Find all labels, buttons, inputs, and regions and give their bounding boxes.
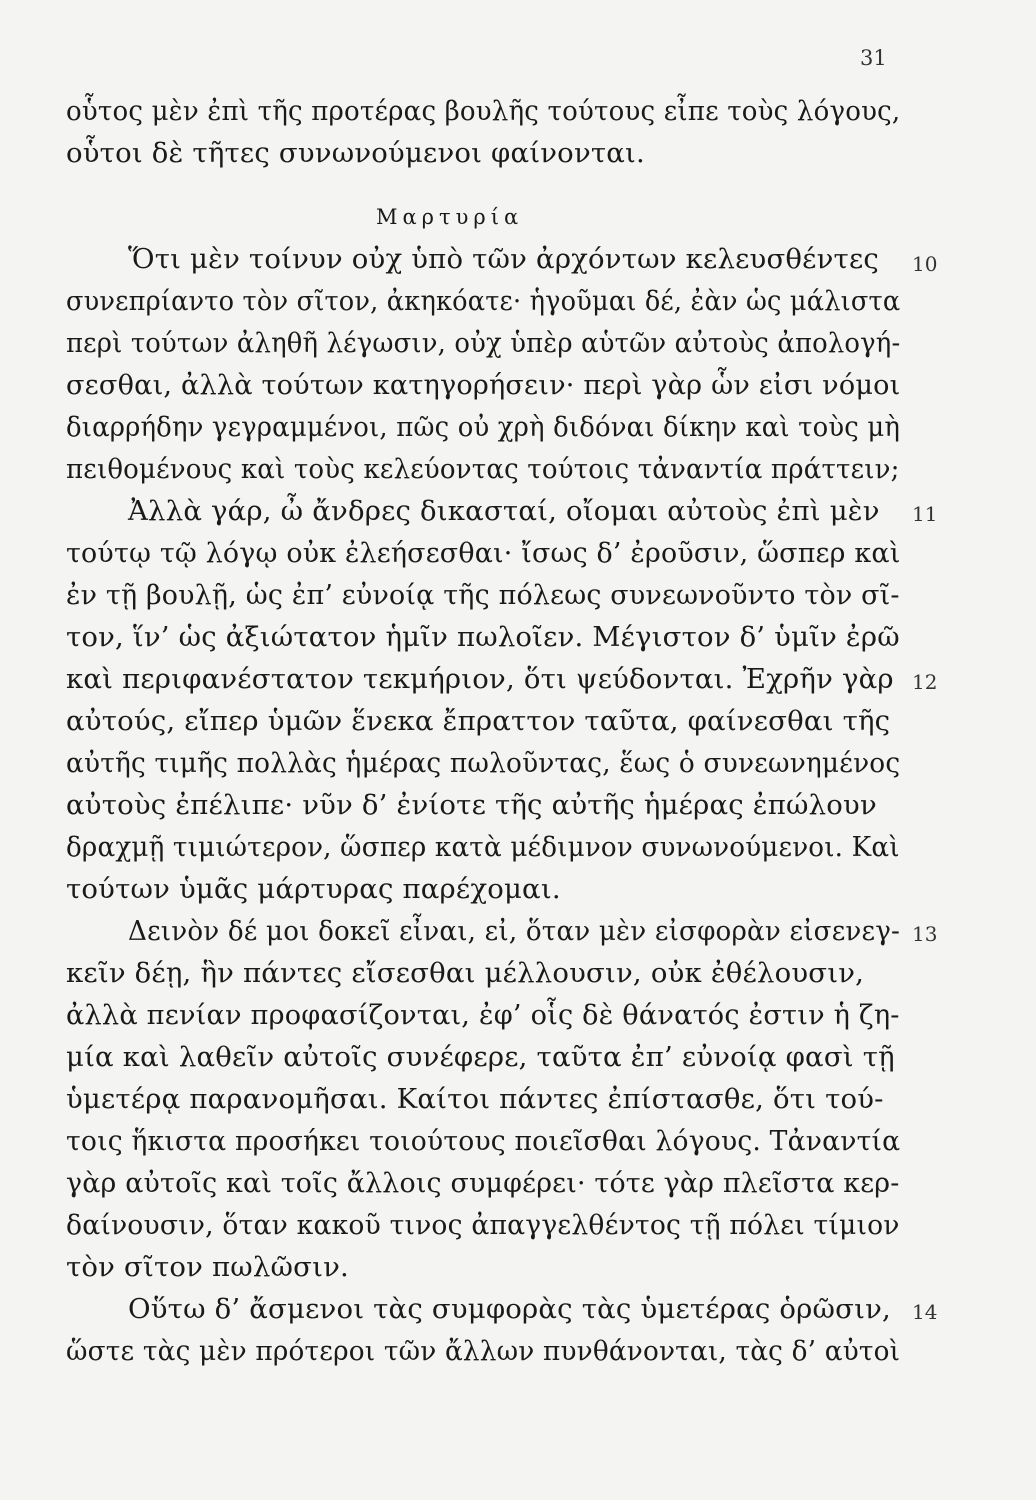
text-line: κεῖν δέῃ, ἣν πάντες εἴσεσθαι μέλλουσιν, οὐκ ἐθέλουσιν, [66, 957, 865, 989]
text-line: τὸν σῖτον πωλῶσιν. [66, 1251, 349, 1283]
text-line: σεσθαι, ἀλλὰ τούτων κατηγορήσειν· περὶ γὰρ ὧν εἰσι νόμοι [66, 369, 901, 401]
text-line: καὶ περιφανέστατον τεκμήριον, ὅτι ψεύδονται. Ἐχρῆν γὰρ [66, 663, 894, 695]
section-number: 13 [912, 922, 938, 946]
text-line: αὐτῆς τιμῆς πολλὰς ἡμέρας πωλοῦντας, ἕως ὁ συνεωνημένος [66, 747, 901, 779]
text-line: Ὅτι μὲν τοίνυν οὐχ ὑπὸ τῶν ἀρχόντων κελευσθέντες [128, 243, 879, 275]
text-line: αὐτούς, εἴπερ ὑμῶν ἕνεκα ἔπραττον ταῦτα, φαίνεσθαι τῆς [66, 705, 891, 737]
text-line: πειθομένους καὶ τοὺς κελεύοντας τούτοις τἀναντία πράττειν; [66, 453, 900, 485]
text-line: ὑμετέρᾳ παρανομῆσαι. Καίτοι πάντες ἐπίστασθε, ὅτι τού- [66, 1083, 884, 1115]
text-line: δαίνουσιν, ὅταν κακοῦ τινος ἀπαγγελθέντος τῇ πόλει τίμιον [66, 1209, 900, 1241]
text-line: τούτων ὑμᾶς μάρτυρας παρέχομαι. [66, 873, 561, 905]
text-line: οὗτοι δὲ τῆτες συνωνούμενοι φαίνονται. [66, 137, 645, 169]
section-heading: Μαρτυρία [376, 205, 524, 229]
text-line: ἐν τῇ βουλῇ, ὡς ἐπ’ εὐνοίᾳ τῆς πόλεως συνεωνοῦντο τὸν σῖ- [66, 579, 900, 611]
text-line: μία καὶ λαθεῖν αὐτοῖς συνέφερε, ταῦτα ἐπ’ εὐνοίᾳ φασὶ τῇ [66, 1041, 895, 1073]
text-line: οὗτος μὲν ἐπὶ τῆς προτέρας βουλῆς τούτους εἶπε τοὺς λόγους, [66, 95, 901, 127]
text-line: τούτῳ τῷ λόγῳ οὐκ ἐλεήσεσθαι· ἴσως δ’ ἐροῦσιν, ὥσπερ καὶ [66, 537, 901, 569]
section-number: 10 [912, 252, 938, 276]
text-line: Ἀλλὰ γάρ, ὦ ἄνδρες δικασταί, οἴομαι αὐτοὺς ἐπὶ μὲν [128, 495, 880, 527]
section-number: 14 [912, 1300, 938, 1324]
text-line: συνεπρίαντο τὸν σῖτον, ἀκηκόατε· ἡγοῦμαι δέ, ἐὰν ὡς μάλιστα [66, 285, 901, 317]
text-line: περὶ τούτων ἀληθῆ λέγωσιν, οὐχ ὑπὲρ αὑτῶν αὐτοὺς ἀπολογή- [66, 327, 901, 359]
text-line: Οὕτω δ’ ἄσμενοι τὰς συμφορὰς τὰς ὑμετέρας ὁρῶσιν, [128, 1293, 891, 1325]
page-number: 31 [860, 46, 887, 70]
text-line: γὰρ αὐτοῖς καὶ τοῖς ἄλλοις συμφέρει· τότε γὰρ πλεῖστα κερ- [66, 1167, 900, 1199]
text-line: τον, ἵν’ ὡς ἀξιώτατον ἡμῖν πωλοῖεν. Μέγιστον δ’ ὑμῖν ἐρῶ [66, 621, 900, 653]
text-line: ἀλλὰ πενίαν προφασίζονται, ἐφ’ οἷς δὲ θάνατός ἐστιν ἡ ζη- [66, 999, 900, 1031]
text-line: ὥστε τὰς μὲν πρότεροι τῶν ἄλλων πυνθάνονται, τὰς δ’ αὐτοὶ [66, 1335, 901, 1367]
section-number: 12 [912, 670, 938, 694]
text-line: διαρρήδην γεγραμμένοι, πῶς οὐ χρὴ διδόναι δίκην καὶ τοὺς μὴ [66, 411, 901, 443]
section-number: 11 [912, 502, 938, 526]
text-line: δραχμῇ τιμιώτερον, ὥσπερ κατὰ μέδιμνον συνωνούμενοι. Καὶ [66, 831, 900, 863]
text-line: Δεινὸν δέ μοι δοκεῖ εἶναι, εἰ, ὅταν μὲν εἰσφορὰν εἰσενεγ- [128, 915, 901, 947]
text-line: αὐτοὺς ἐπέλιπε· νῦν δ’ ἐνίοτε τῆς αὐτῆς ἡμέρας ἐπώλουν [66, 789, 877, 821]
text-line: τοις ἥκιστα προσήκει τοιούτους ποιεῖσθαι λόγους. Τἀναντία [66, 1125, 901, 1157]
